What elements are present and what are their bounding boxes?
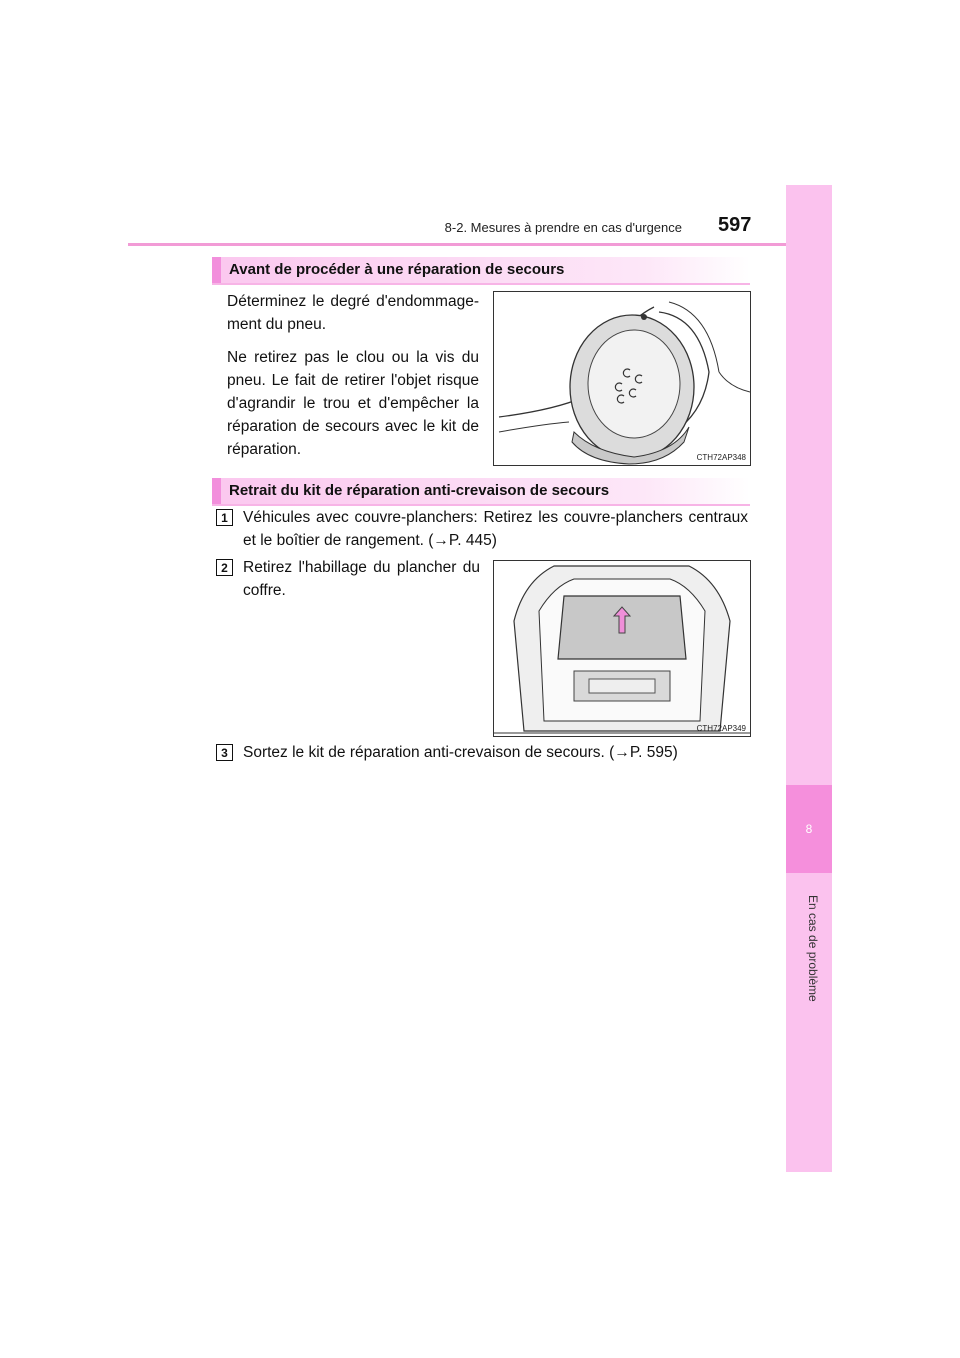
- step-2-text: Retirez l'habillage du plancher du coffre.: [243, 559, 480, 599]
- figure-tire-puncture: [493, 291, 751, 466]
- instruction-assess-damage: Déterminez le degré d'endommage-ment du pneu.: [227, 293, 479, 333]
- section-heading-remove-kit: Retrait du kit de réparation anti-crevaison de secours: [212, 478, 750, 504]
- tire-illustration: [494, 292, 750, 465]
- header-rule: [128, 243, 831, 246]
- figure-trunk-floor: [493, 560, 751, 737]
- instruction-do-not-remove-nail: Ne retirez pas le clou ou la vis du pneu. Le fait de retirer l'objet risque d'agrandir le trou et d'empêcher la réparation de secours avec le kit de réparation.: [227, 349, 479, 458]
- chapter-side-tab: [786, 185, 832, 1172]
- step-number-3: 3: [216, 744, 233, 761]
- running-header: 8-2. Mesures à prendre en cas d'urgence: [444, 220, 682, 235]
- step-number-1: 1: [216, 509, 233, 526]
- step-3-text: Sortez le kit de réparation anti-crevaison de secours. (→P. 595): [243, 744, 678, 761]
- trunk-illustration: [494, 561, 750, 736]
- step-1-text: Véhicules avec couvre-planchers: Retirez les couvre-planchers centraux et le boîtier de rangement. (→P. 445): [243, 509, 748, 549]
- step-number-2: 2: [216, 559, 233, 576]
- chapter-label: En cas de problème: [806, 895, 820, 1002]
- figure-code: CTH72AP349: [696, 724, 746, 733]
- section-heading-before-repair: Avant de procéder à une réparation de secours: [212, 257, 750, 283]
- page-number: 597: [718, 214, 752, 236]
- section-heading-underline: [212, 283, 750, 285]
- chapter-number: 8: [805, 822, 813, 836]
- figure-code: CTH72AP348: [696, 453, 746, 462]
